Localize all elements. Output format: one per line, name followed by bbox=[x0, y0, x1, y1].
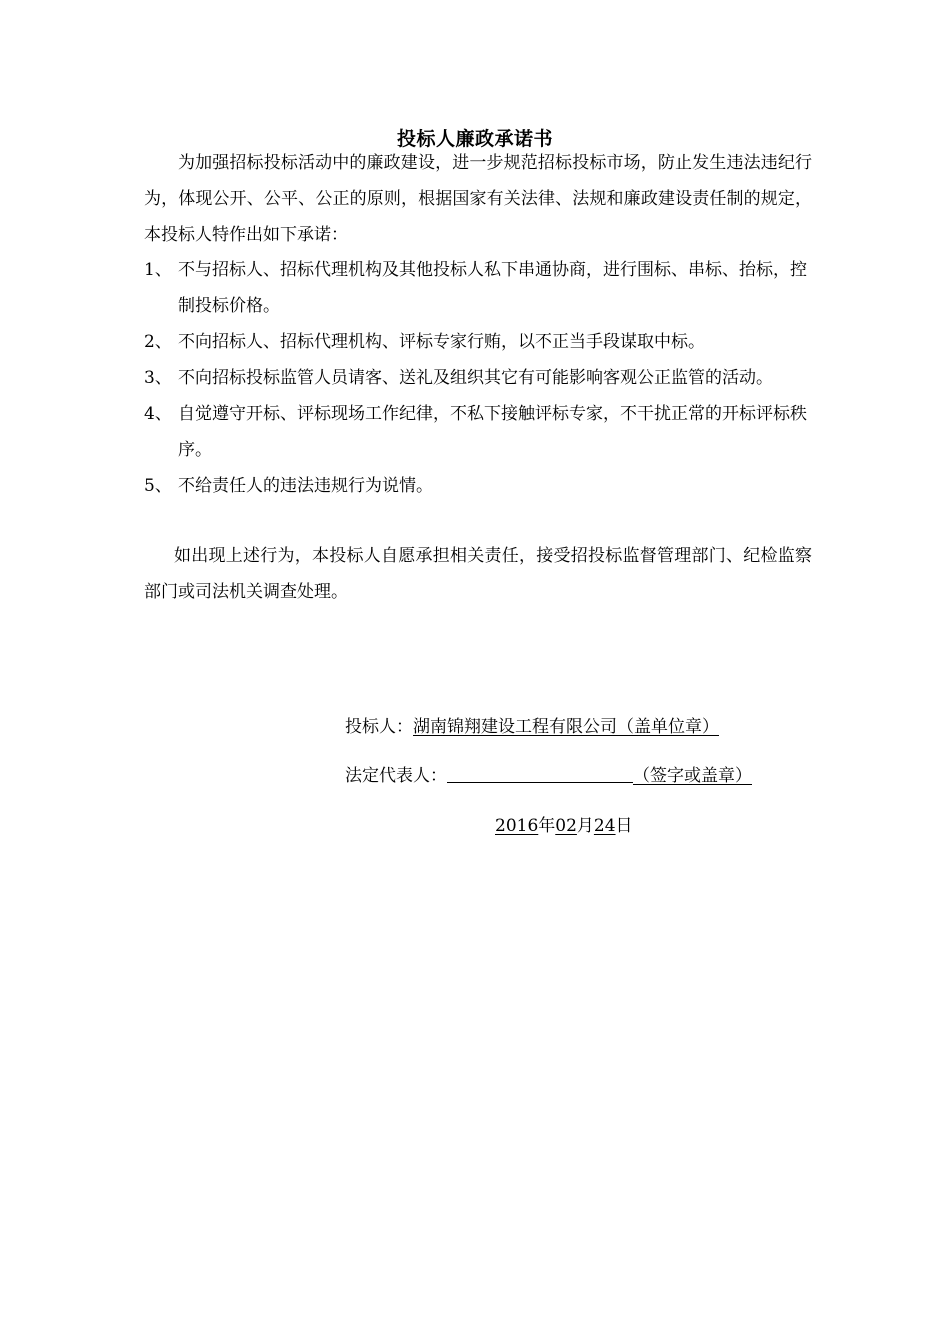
commitment-item-4 bbox=[144, 396, 812, 468]
legal-rep-suffix: （签字或盖章） bbox=[633, 766, 752, 786]
commitment-item-1 bbox=[144, 252, 812, 324]
item-text: 不与招标人、招标代理机构及其他投标人私下串通协商，进行围标、串标、抬标，控制投标价格。 bbox=[178, 260, 807, 316]
document-title: 投标人廉政承诺书 bbox=[396, 128, 553, 150]
commitment-item-3 bbox=[144, 360, 812, 396]
date-day: 24 bbox=[593, 816, 616, 836]
commitment-item-2 bbox=[144, 324, 812, 360]
date-line bbox=[495, 814, 633, 838]
item-number: 5、 bbox=[144, 476, 172, 496]
bidder-value: 湖南锦翔建设工程有限公司（盖单位章） bbox=[413, 717, 719, 737]
item-number: 2、 bbox=[144, 332, 172, 352]
intro-paragraph: 为加强招标投标活动中的廉政建设，进一步规范招标投标市场，防止发生违法违纪行为，体现公开、公平、公正的原则，根据国家有关法律、法规和廉政建设责任制的规定，本投标人特作出如下承诺： bbox=[144, 153, 812, 245]
item-number: 1、 bbox=[144, 260, 172, 280]
date-year-unit: 年 bbox=[538, 816, 556, 836]
date-year: 2016 bbox=[495, 816, 539, 836]
bidder-line bbox=[345, 715, 719, 739]
bidder-label: 投标人： bbox=[345, 717, 413, 737]
date-month-unit: 月 bbox=[576, 816, 594, 836]
legal-rep-line bbox=[345, 764, 752, 788]
commitment-item-5 bbox=[144, 468, 812, 504]
item-number: 4、 bbox=[144, 404, 172, 424]
legal-rep-label: 法定代表人： bbox=[345, 766, 447, 786]
item-text: 不向招标人、招标代理机构、评标专家行贿，以不正当手段谋取中标。 bbox=[178, 332, 705, 352]
item-text: 不向招标投标监管人员请客、送礼及组织其它有可能影响客观公正监管的活动。 bbox=[178, 368, 773, 388]
signature-blank bbox=[447, 764, 633, 783]
date-month: 02 bbox=[555, 816, 577, 836]
item-text: 自觉遵守开标、评标现场工作纪律，不私下接触评标专家，不干扰正常的开标评标秩序。 bbox=[178, 404, 807, 460]
item-number: 3、 bbox=[144, 368, 172, 388]
commitment-list bbox=[144, 252, 812, 504]
closing-paragraph: 如出现上述行为，本投标人自愿承担相关责任，接受招投标监督管理部门、纪检监察部门或司法机关调查处理。 bbox=[144, 546, 812, 602]
item-text: 不给责任人的违法违规行为说情。 bbox=[178, 476, 433, 496]
date-day-unit: 日 bbox=[615, 816, 633, 836]
